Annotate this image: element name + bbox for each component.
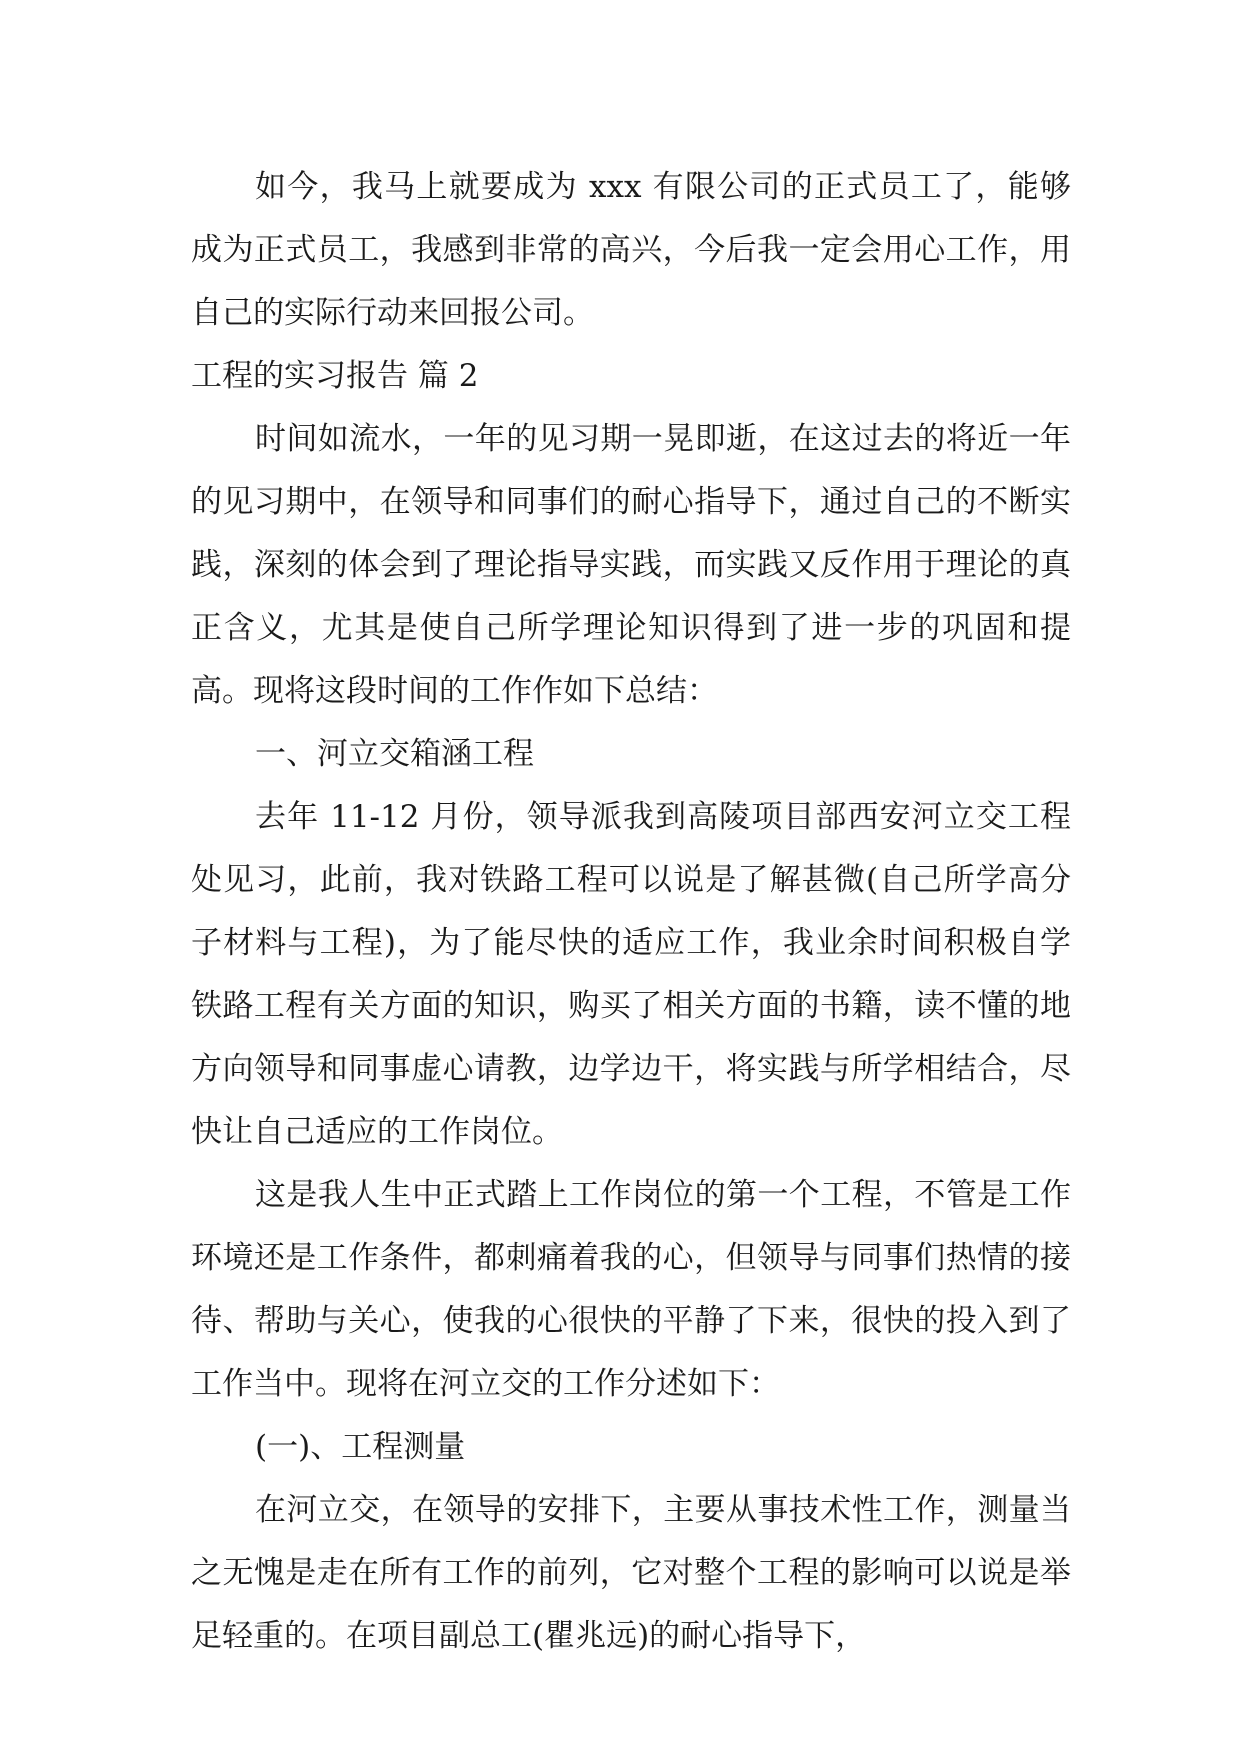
paragraph-intro: 如今，我马上就要成为 xxx 有限公司的正式员工了，能够成为正式员工，我感到非常的高兴，今后我一定会用心工作，用自己的实际行动来回报公司。 <box>191 169 1071 331</box>
section-title: 工程的实习报告 篇 2 <box>191 358 479 394</box>
subheading-surveying: (一)、工程测量 <box>255 1429 466 1465</box>
paragraph-first-project: 这是我人生中正式踏上工作岗位的第一个工程，不管是工作环境还是工作条件，都刺痛着我的心，但领导与同事们热情的接待、帮助与关心，使我的心很快的平静了下来，很快的投入到了工作当中。现将在河立交的工作分述如下： <box>191 1177 1071 1402</box>
paragraph-surveying: 在河立交，在领导的安排下，主要从事技术性工作，测量当之无愧是走在所有工作的前列，它对整个工程的影响可以说是举足轻重的。在项目副总工(瞿兆远)的耐心指导下， <box>191 1492 1071 1654</box>
subheading-culvert-project: 一、河立交箱涵工程 <box>255 736 534 772</box>
document-body <box>191 156 1071 1668</box>
paragraph-summary: 时间如流水，一年的见习期一晃即逝，在这过去的将近一年的见习期中，在领导和同事们的耐心指导下，通过自己的不断实践，深刻的体会到了理论指导实践，而实践又反作用于理论的真正含义，尤其是使自己所学理论知识得到了进一步的巩固和提高。现将这段时间的工作作如下总结： <box>191 421 1071 709</box>
paragraph-internship: 去年 11-12 月份，领导派我到高陵项目部西安河立交工程处见习，此前，我对铁路工程可以说是了解甚微(自己所学高分子材料与工程)，为了能尽快的适应工作，我业余时间积极自学铁路工程有关方面的知识，购买了相关方面的书籍，读不懂的地方向领导和同事虚心请教，边学边干，将实践与所学相结合，尽快让自己适应的工作岗位。 <box>191 799 1071 1150</box>
